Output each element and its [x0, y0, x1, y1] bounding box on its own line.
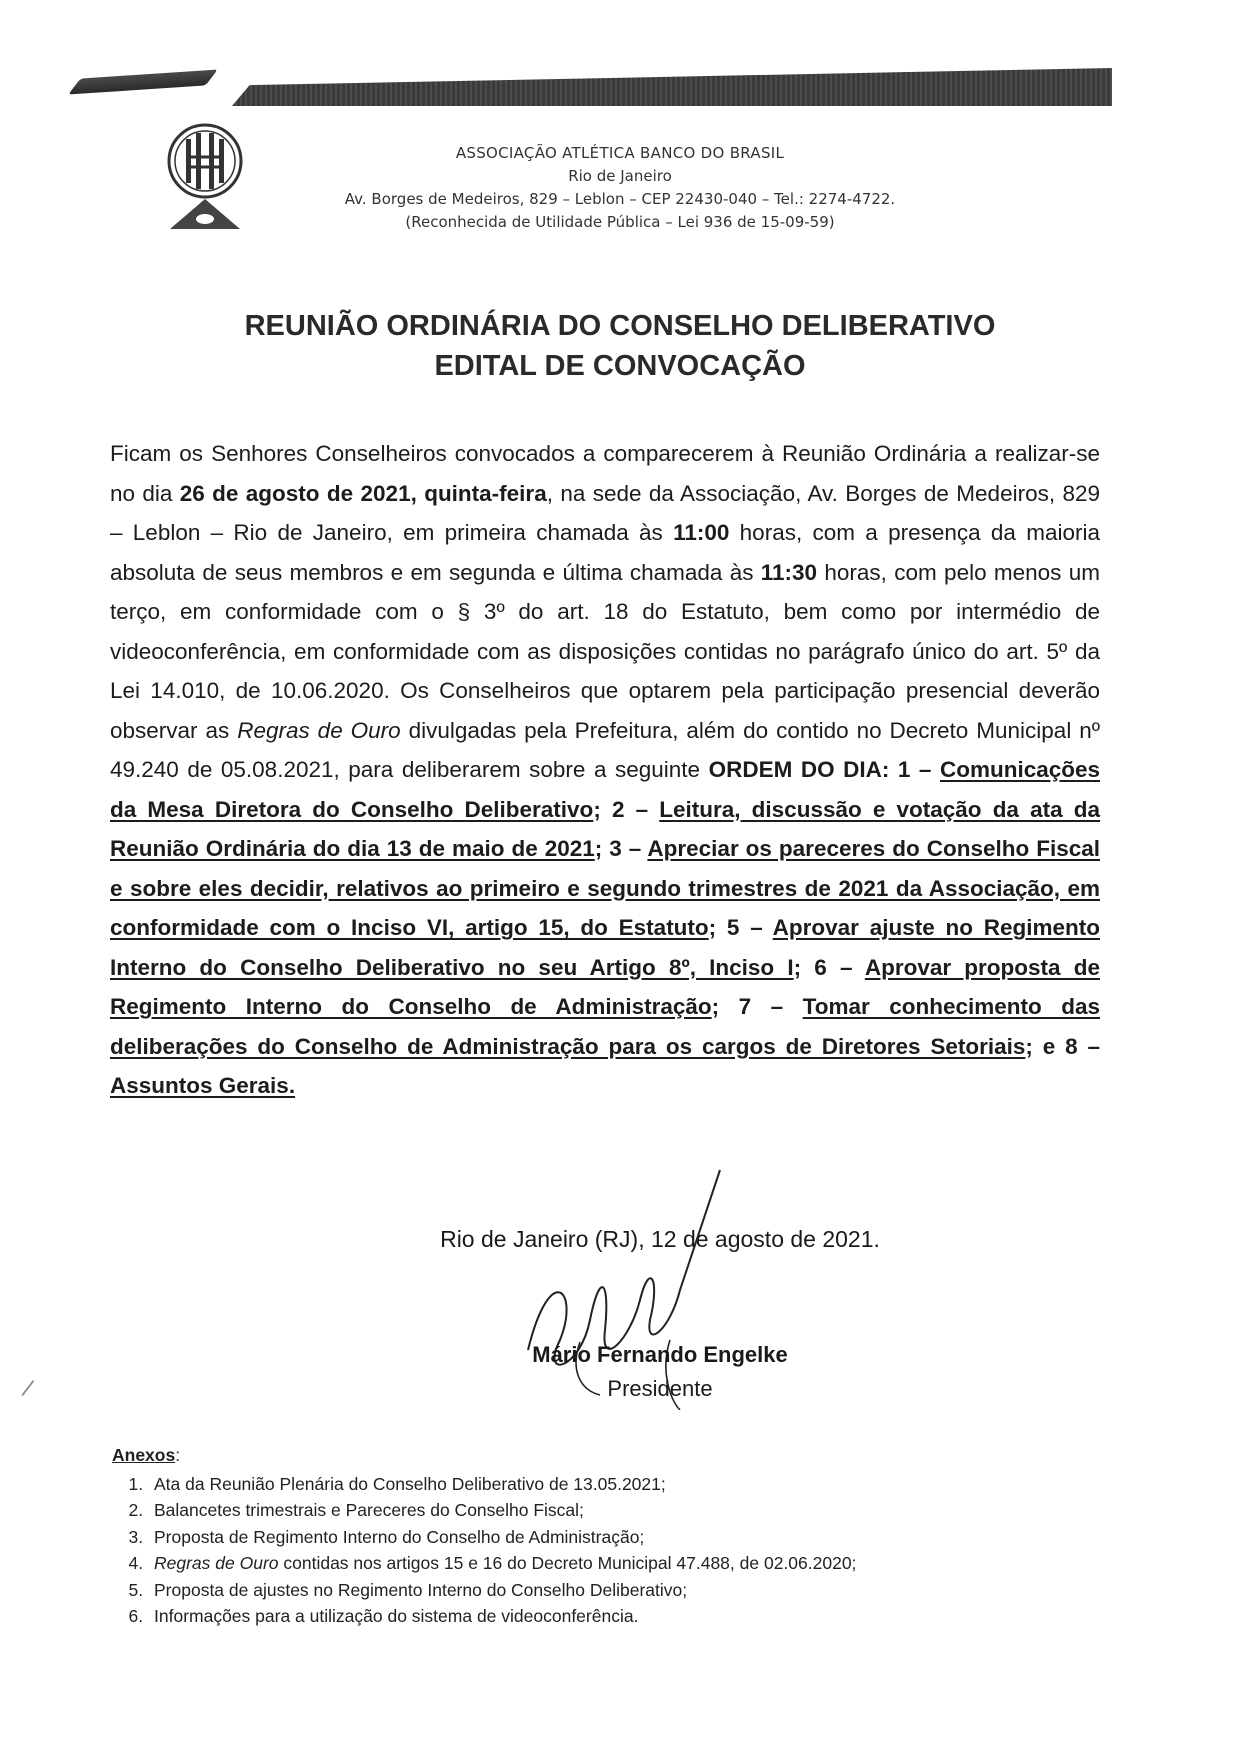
signer-block	[420, 1338, 900, 1406]
agenda-sep-7: ; 7 –	[711, 994, 803, 1019]
annexes-section: Anexos: 1. Ata da Reunião Plenária do Conselho Deliberativo de 13.05.2021; 2. Balancetes trimestrais e Pareceres do Conselho Fiscal; 3. Proposta de Regimento Interno do Conselho de Administração; 4. Regras de Ouro contidas nos artigos 15 e 16 do Decreto Municipal 47.488, de 02.06.2020; 5. Proposta de ajustes no Regimento Interno do Conselho Deliberativo; 6. Informações para a utilização do sistema de videoconferência.	[112, 1442, 1112, 1630]
body-text-1: Ficam os Senhores Conselheiros convocados a comparecerem à Reunião Ordinária a realizar-se no dia	[110, 441, 1100, 506]
annex-item: 2. Balancetes trimestrais e Pareceres do Conselho Fiscal;	[148, 1497, 1112, 1524]
body-text-4: horas, com pelo menos um terço, em conformidade com o § 3º do art. 18 do Estatuto, bem como por intermédio de videoconferência, em conformidade com as disposições contidas no parágrafo único do art. 5º da Lei 14.010, de 10.06.2020. Os Conselheiros que optarem pela participação presencial deverão observar as	[110, 559, 1101, 743]
meeting-date: 26 de agosto de 2021, quinta-feira	[179, 480, 547, 506]
first-call-time: 11:00	[673, 520, 730, 545]
agenda-sep-2: ; 2 –	[593, 796, 660, 822]
annexes-heading: Anexos	[112, 1445, 176, 1465]
rules-of-gold: Regras de Ouro	[237, 717, 401, 743]
org-recognition: (Reconhecida de Utilidade Pública – Lei 936 de 15-09-59)	[405, 213, 835, 231]
annex-item: 5. Proposta de ajustes no Regimento Interno do Conselho Deliberativo;	[148, 1577, 1112, 1604]
annex-item: 3. Proposta de Regimento Interno do Conselho de Administração;	[148, 1524, 1112, 1551]
annex-item: 1. Ata da Reunião Plenária do Conselho Deliberativo de 13.05.2021;	[148, 1471, 1112, 1498]
scan-artifact-right	[232, 68, 1112, 106]
annex-item: 6. Informações para a utilização do sistema de videoconferência.	[148, 1603, 1112, 1630]
second-call-time: 11:30	[760, 559, 818, 585]
agenda-sep-5: ; 5 –	[708, 915, 773, 940]
org-name: ASSOCIAÇÃO ATLÉTICA BANCO DO BRASIL	[455, 144, 785, 162]
annex-item-italic: Regras de Ouro	[154, 1553, 279, 1573]
signer-role: Presidente	[607, 1376, 713, 1401]
org-address: Av. Borges de Medeiros, 829 – Leblon – CEP 22430-040 – Tel.: 2274-4722.	[344, 190, 896, 208]
dateline: Rio de Janeiro (RJ), 12 de agosto de 2021.	[440, 1226, 880, 1252]
agenda-heading: ORDEM DO DIA: 1 –	[708, 757, 940, 782]
agenda-sep-6: ; 6 –	[793, 954, 865, 980]
agenda-item-7: Tomar conhecimento das deliberações do Conselho de Administração para os cargos de Diretores Setoriais	[110, 994, 1101, 1059]
aabb-logo-icon	[164, 121, 246, 237]
agenda-sep-8: ; e 8 –	[1025, 1033, 1100, 1059]
title-line-1: REUNIÃO ORDINÁRIA DO CONSELHO DELIBERATIVO	[244, 310, 996, 342]
agenda-sep-3: ; 3 –	[594, 836, 648, 861]
document-title	[120, 306, 1120, 386]
org-city: Rio de Janeiro	[568, 167, 672, 185]
signer-name: Mário Fernando Engelke	[532, 1342, 788, 1367]
title-line-2: EDITAL DE CONVOCAÇÃO	[434, 350, 806, 382]
scan-artifact-left	[68, 69, 218, 94]
agenda-item-5: Aprovar ajuste no Regimento Interno do Conselho Deliberativo no seu Artigo 8º, Inciso I	[110, 915, 1100, 980]
agenda-item-3: Apreciar os pareceres do Conselho Fiscal e sobre eles decidir, relativos ao primeiro e segundo trimestres de 2021 da Associação, em conformidade com o Inciso VI, artigo 15, do Estatuto	[110, 836, 1100, 940]
letterhead	[260, 142, 980, 234]
body-text-2: , na sede da Associação, Av. Borges de Medeiros, 829 – Leblon – Rio de Janeiro, em primeira chamada às	[110, 480, 1100, 545]
agenda-item-1: Comunicações da Mesa Diretora do Conselho Deliberativo	[110, 757, 1101, 822]
annexes-list	[112, 1471, 1112, 1630]
annex-item-rest: contidas nos artigos 15 e 16 do Decreto Municipal 47.488, de 02.06.2020;	[278, 1553, 857, 1573]
pen-mark: /	[19, 1375, 36, 1402]
annex-item	[148, 1550, 1112, 1577]
body-text-3: horas, com a presença da maioria absoluta de seus membros e em segunda e última chamada às	[110, 520, 1100, 585]
convocation-paragraph	[110, 434, 1100, 1106]
agenda-item-8: Assuntos Gerais.	[110, 1073, 296, 1098]
agenda-item-6: Aprovar proposta de Regimento Interno do Conselho de Administração	[110, 954, 1100, 1019]
agenda-item-2: Leitura, discussão e votação da ata da Reunião Ordinária do dia 13 de maio de 2021	[110, 796, 1101, 861]
body-text-5: divulgadas pela Prefeitura, além do contido no Decreto Municipal nº 49.240 de 05.08.2021, para deliberarem sobre a seguinte	[110, 717, 1100, 782]
